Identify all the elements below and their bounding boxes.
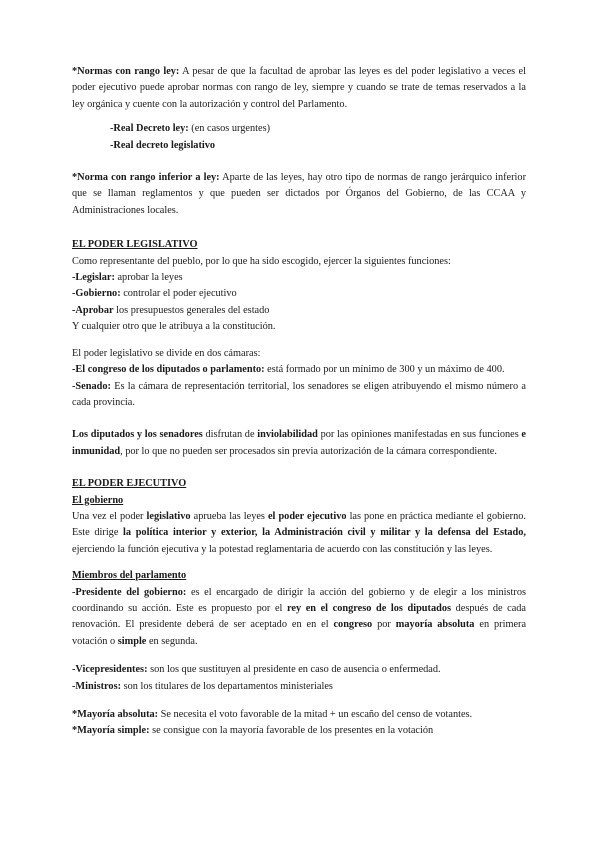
gobierno-paragraph — [72, 509, 526, 558]
camara-senado — [72, 379, 526, 412]
presidente-label: -Presidente del gobierno: — [72, 586, 187, 598]
text-fragment: por — [372, 619, 396, 631]
simple-bold: simple — [117, 635, 147, 647]
mayoria-absoluta-item — [72, 707, 526, 723]
camara-congreso — [72, 362, 526, 378]
function-text: controlar el poder ejecutivo — [120, 288, 237, 300]
function-other: Y cualquier otro que le atribuya a la constitución. — [72, 321, 276, 333]
real-decreto-legislativo-item — [72, 138, 526, 154]
normas-rango-ley-paragraph — [72, 64, 526, 113]
text-fragment: ejerciendo la función ejecutiva y la potestad reglamentaria de acuerdo con las constitución y las leyes. — [72, 543, 493, 555]
text-fragment: es el encargado de dirigir la acción del gobierno y de elegir a los ministros coordinando su acción. Este es propuesto por el — [72, 586, 526, 614]
text-fragment: disfrutan de — [202, 429, 258, 441]
mayoria-simple-text: se consigue con la mayoría favorable de los presentes en la votación — [149, 725, 434, 737]
ministros-text: son los titulares de los departamentos ministeriales — [121, 680, 333, 692]
mayoria-simple-label: *Mayoría simple: — [72, 725, 150, 737]
miembros-subheading: Miembros del parlamento — [72, 570, 187, 582]
poder-legislativo-intro: Como representante del pueblo, por lo que ha sido escogido, ejercer la siguientes funciones: — [72, 255, 451, 267]
camara-senado-label: -Senado: — [72, 380, 111, 392]
text-fragment: las pone en práctica mediante el gobierno. Este dirige — [72, 510, 526, 539]
poder-ejecutivo-bold: el poder ejecutivo — [267, 510, 347, 522]
congreso-bold: congreso — [333, 619, 373, 631]
poder-legislativo-heading: EL PODER LEGISLATIVO — [72, 239, 198, 251]
function-text: aprobar la leyes — [114, 272, 183, 284]
normas-rango-ley-label: *Normas con rango ley: — [72, 66, 180, 77]
real-decreto-ley-text: (en casos urgentes) — [188, 123, 271, 135]
real-decreto-ley-label: -Real Decreto ley: — [110, 123, 189, 135]
inviolabilidad-paragraph — [72, 427, 526, 460]
real-decreto-legislativo-label: -Real decreto legislativo — [110, 139, 216, 151]
mayoria-simple-item — [72, 723, 526, 739]
legislativo-bold: legislativo — [146, 510, 191, 522]
ministros-label: -Ministros: — [72, 680, 122, 692]
rey-congreso-bold: rey en el congreso de los diputados — [287, 602, 451, 614]
vicepresidentes-item — [72, 662, 526, 678]
ministros-item — [72, 679, 526, 695]
norma-rango-inferior-text: Aparte de las leyes, hay otro tipo de normas de rango jerárquico inferior que se llaman reglamentos y que pueden ser dictados por Órganos del Gobierno, de las CCAA y Administraciones locales. — [72, 172, 526, 216]
text-fragment: en segunda. — [146, 635, 198, 647]
function-label: -Aprobar — [72, 304, 114, 316]
inviolabilidad-bold: inviolabilidad — [257, 429, 318, 441]
real-decreto-ley-item — [72, 121, 526, 137]
camara-congreso-text: está formado por un mínimo de 300 y un máximo de 400. — [264, 364, 505, 376]
poder-ejecutivo-heading: EL PODER EJECUTIVO — [72, 478, 187, 490]
inmunidad-bold: e inmunidad — [72, 429, 526, 457]
norma-rango-inferior-label: *Norma con rango inferior a ley: — [72, 172, 220, 184]
mayoria-absoluta-text: Se necesita el voto favorable de la mitad + un escaño del censo de votantes. — [158, 709, 473, 720]
document-page — [72, 64, 526, 740]
function-item — [72, 286, 526, 302]
mayoria-absoluta-bold: mayoría absoluta — [395, 619, 475, 631]
text-fragment: Una vez el poder — [72, 510, 147, 522]
function-label: -Legislar: — [72, 272, 115, 284]
camara-senado-text: Es la cámara de representación territorial, los senadores se eligen atribuyendo el mismo número a cada provincia. — [72, 380, 526, 408]
text-fragment: por las opiniones manifestadas en sus funciones — [317, 429, 522, 441]
text-fragment: en primera votación o — [72, 619, 527, 647]
text-fragment: , por lo que no pueden ser procesados sin previa autorización de la cámara correspondiente. — [120, 445, 497, 457]
text-fragment: aprueba las leyes — [190, 510, 268, 522]
function-text: los presupuestos generales del estado — [113, 304, 270, 316]
vicepresidentes-text: son los que sustituyen al presidente en caso de ausencia o enfermedad. — [147, 664, 441, 676]
politica-bold: la política interior y exterior, la Administración civil y militar y la defensa del Estado, — [123, 527, 526, 539]
diputados-senadores-bold: Los diputados y los senadores — [72, 429, 203, 441]
norma-rango-inferior-paragraph — [72, 170, 526, 219]
normas-rango-ley-text: A pesar de que la facultad de aprobar las leyes es del poder legislativo a veces el poder ejecutivo puede aprobar normas con rango de ley, siempre y cuando se trate de temas reservados a la ley orgánica y cuente con la autorización y control del Parlamento. — [72, 66, 526, 110]
function-label: -Gobierno: — [72, 288, 121, 300]
camara-congreso-label: -El congreso de los diputados o parlamento: — [72, 364, 265, 376]
vicepresidentes-label: -Vicepresidentes: — [72, 664, 148, 676]
mayoria-absoluta-label: *Mayoría absoluta: — [72, 709, 159, 720]
function-item — [72, 270, 526, 286]
division-text: El poder legislativo se divide en dos cámaras: — [72, 347, 261, 359]
function-item — [72, 303, 526, 319]
presidente-paragraph — [72, 585, 526, 651]
gobierno-subheading: El gobierno — [72, 494, 124, 506]
text-fragment: después de cada renovación. El presidente deberá de ser aceptado en en el — [72, 602, 526, 631]
